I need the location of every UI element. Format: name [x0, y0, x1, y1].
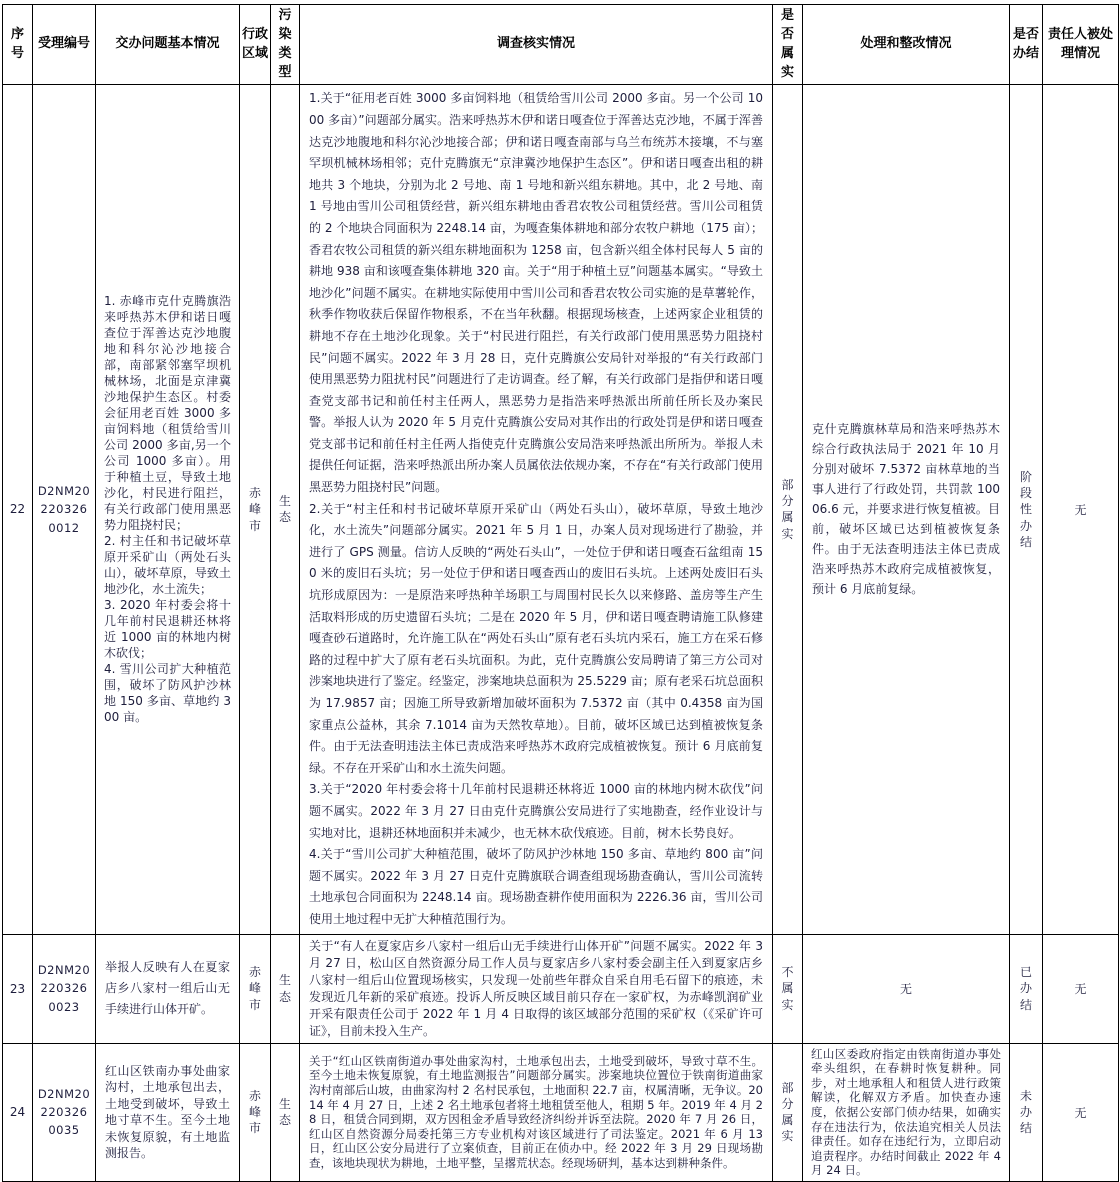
- complaint-handling-table: [2, 4, 1119, 1182]
- verified-cell: [773, 85, 803, 934]
- problem-cell: 1. 赤峰市克什克腾旗浩来呼热苏木伊和诺日嘎查位于浑善达克沙地腹地和科尔沁沙地接合部，南部紧邻塞罕坝机械林场，北面是京津冀沙地保护生态区。村委会征用老百姓 3000 多亩饲料地（租赁给雪川公司 2000 多亩,另一个公司 1000 多亩）。用于种植土豆，导致土地沙化，村民进行阻拦，有关行政部门使用黑恶势力阻挠村民； 2. 村主任和书记破坏草原开采矿山（两处石头山），破坏草原，导致土地沙化，水土流失； 3. 2020 年村委会将十几年前村民退耕还林将近 1000 亩的林地内树木砍伐； 4. 雪川公司扩大种植范围，破坏了防风护沙林地 150 多亩、草地约 300 亩。: [96, 85, 240, 934]
- investigation-cell: 关于“有人在夏家店乡八家村一组后山无手续进行山体开矿”问题不属实。2022 年 3 月 27 日，松山区自然资源分局工作人员与夏家店乡八家村委会副主任入到夏家店乡八家村一组后山位置现场核实，只发现一处前些年群众自采自用毛石留下的痕迹，未发现近几年新的采矿痕迹。投诉人所反映区域目前只存在一家矿权，为赤峰凯润矿业开采有限责任公司于 2022 年 1 月 4 日取得的该区域部分范围的采矿权（《采矿许可证》，目前未投入生产。: [300, 934, 773, 1043]
- investigation-cell: 关于“红山区铁南街道办事处曲家沟村，土地承包出去，土地受到破坏，导致寸草不生。至今土地未恢复原貌，有土地监测报告”问题部分属实。涉案地块位置位于铁南街道曲家沟村南部后山坡，由曲家沟村 2 名村民承包，土地面积 22.7 亩，权属清晰，无争议。2014 年 4 月 27 日，上述 2 名土地承包者将土地租赁至他人，租期 5 年。2019 年 4 月 28 日，租赁合同到期，双方因租金矛盾导致经济纠纷并诉至法院。2020 年 7 月 26 日，红山区自然资源分局委托第三方专业机构对该区域进行了司法鉴定。2021 年 6 月 13 日，红山区公安分局进行了立案侦查，目前正在侦办中。经 2022 年 3 月 29 日现场勘查，该地块现状为耕地，土地平整，呈撂荒状态。经现场研判，基本达到耕种条件。: [300, 1043, 773, 1181]
- header-investigation: 调查核实情况: [300, 5, 773, 85]
- header-seq: 序号: [3, 5, 33, 85]
- header-pollution: 污染类型: [271, 5, 300, 85]
- region-cell: [240, 934, 271, 1043]
- region-vertical-text: 赤峰市: [248, 965, 261, 1012]
- seq-cell: 23: [3, 934, 33, 1043]
- verified-vertical-text: 部分属实: [781, 478, 794, 541]
- region-vertical-text: 赤峰市: [248, 486, 261, 533]
- header-problem: 交办问题基本情况: [96, 5, 240, 85]
- seq-cell: 22: [3, 85, 33, 934]
- table-row-24: [3, 1043, 1119, 1181]
- status-vertical-text: 未办结: [1019, 1088, 1032, 1136]
- investigation-cell: 1.关于“征用老百姓 3000 多亩饲料地（租赁给雪川公司 2000 多亩。另一个公司 1000 多亩）”问题部分属实。浩来呼热苏木伊和诺日嘎查位于浑善达克沙地，不属于浑善达克沙地腹地和科尔沁沙地接合部；伊和诺日嘎查南部与乌兰布统苏木接壤，不与塞罕坝机械林场相邻；克什克腾旗无“京津冀沙地保护生态区”。伊和诺日嘎查出租的耕地共 3 个地块，分别为北 2 号地、南 1 号地和新兴组东耕地。其中，北 2 号地、南 1 号地由雪川公司租赁经营，新兴组东耕地由香君农牧公司租赁经营。雪川公司租赁的 2 个地块合同面积为 2248.14 亩，为嘎查集体耕地和部分农牧户耕地（175 亩）；香君农牧公司租赁的新兴组东耕地面积为 1258 亩，包含新兴组全体村民每人 5 亩的耕地 938 亩和该嘎查集体耕地 320 亩。关于“用于种植土豆”问题基本属实。“导致土地沙化”问题不属实。在耕地实际使用中雪川公司和香君农牧公司实施的是草薯轮作，秋季作物收获后保留作物根系，不在当年秋翻。根据现场核查，上述两家企业租赁的耕地不存在土地沙化现象。关于“村民进行阻拦，有关行政部门使用黑恶势力阻挠村民”问题不属实。2022 年 3 月 28 日，克什克腾旗公安局针对举报的“有关行政部门使用黑恶势力阻扰村民”问题进行了走访调查。经了解，有关行政部门是指伊和诺日嘎查党支部书记和前任村主任两人，黑恶势力是指浩来呼热派出所前任所长及办案民警。举报人认为 2020 年 5 月克什克腾旗公安局对其作出的行政处罚是伊和诺日嘎查党支部书记和前任村主任两人指使克什克腾旗公安局浩来呼热派出所所为。举报人未提供任何证据，浩来呼热派出所办案人员属依法依规办案，不存在“有关行政部门使用黑恶势力阻挠村民”问题。 2.关于“村主任和村书记破坏草原开采矿山（两处石头山），破坏草原，导致土地沙化，水土流失”问题部分属实。2021 年 5 月 1 日，办案人员对现场进行了勘验，并进行了 GPS 测量。信访人反映的“两处石头山”，一处位于伊和诺日嘎查石盆组南 150 米的废旧石头坑；另一处位于伊和诺日嘎查西山的废旧石头坑。上述两处废旧石头坑形成原因为：一是原浩来呼热种羊场职工与周围村民长久以来修路、盖房等生产生活取料形成的历史遗留石头坑；二是在 2020 年 5 月，伊和诺日嘎查聘请施工队修建嘎查砂石道路时，允许施工队在“两处石头山”原有老石头坑内采石，施工方在采石修路的过程中扩大了原有老石头坑面积。为此，克什克腾旗公安局聘请了第三方公司对涉案地块进行了鉴定。经鉴定，涉案地块总面积为 25.5229 亩；原有老采石坑总面积为 17.9857 亩；因施工所导致新增加破坏面积为 7.5372 亩（其中 0.4358 亩为国家重点公益林，其余 7.1014 亩为天然牧草地）。目前，破坏区域已达到植被恢复条件。由于无法查明违法主体已责成浩来呼热苏木政府完成植被恢复。预计 6 月底前复绿。不存在开采矿山和水土流失问题。 3.关于“2020 年村委会将十几年前村民退耕还林将近 1000 亩的林地内树木砍伐”问题不属实。2022 年 3 月 27 日由克什克腾旗公安局进行了实地勘查，经作业设计与实地对比，退耕还林地面积并未减少，也无林木砍伐痕迹。目前，树木长势良好。 4.关于“雪川公司扩大种植范围，破坏了防风护沙林地 150 多亩、草地约 800 亩”问题不属实。2022 年 3 月 27 日克什克腾旗联合调查组现场勘查确认，雪川公司流转土地承包合同面积为 2248.14 亩。现场勘查耕作使用面积为 2226.36 亩，雪川公司使用土地过程中无扩大种植范围行为。: [300, 85, 773, 934]
- seq-cell: 24: [3, 1043, 33, 1181]
- status-cell: [1010, 1043, 1043, 1181]
- case-no-cell: D2NM202203260035: [33, 1043, 96, 1181]
- region-cell: [240, 85, 271, 934]
- region-cell: [240, 1043, 271, 1181]
- accountability-cell: 无: [1043, 1043, 1119, 1181]
- problem-cell: 举报人反映有人在夏家店乡八家村一组后山无手续进行山体开矿。: [96, 934, 240, 1043]
- case-no-cell: D2NM202203260023: [33, 934, 96, 1043]
- pollution-cell: [271, 934, 300, 1043]
- verified-vertical-text: 部分属实: [781, 1080, 794, 1144]
- header-verified: 是否属实: [773, 5, 803, 85]
- header-row: [3, 5, 1119, 85]
- region-vertical-text: 赤峰市: [248, 1088, 261, 1136]
- status-vertical-text: 已办结: [1019, 965, 1032, 1012]
- verified-cell: [773, 934, 803, 1043]
- pollution-cell: [271, 1043, 300, 1181]
- status-cell: [1010, 85, 1043, 934]
- handling-cell: 克什克腾旗林草局和浩来呼热苏木综合行政执法局于 2021 年 10 月分别对破坏 7.5372 亩林草地的当事人进行了行政处罚，共罚款 10006.6 元，并要求进行恢复植被。目前，破坏区域已达到植被恢复条件。由于无法查明违法主体已责成浩来呼热苏木政府完成植被恢复，预计 6 月底前复绿。: [803, 85, 1010, 934]
- pollution-vertical-text: 生态: [278, 973, 291, 1004]
- header-status: 是否办结: [1010, 5, 1043, 85]
- header-accountability: 责任人被处理情况: [1043, 5, 1119, 85]
- case-no-cell: D2NM202203260012: [33, 85, 96, 934]
- accountability-cell: 无: [1043, 934, 1119, 1043]
- pollution-cell: [271, 85, 300, 934]
- status-vertical-text: 阶段性办结: [1019, 469, 1032, 549]
- pollution-vertical-text: 生态: [278, 494, 291, 525]
- handling-cell: 无: [803, 934, 1010, 1043]
- table-row-22: [3, 85, 1119, 934]
- header-region: 行政区域: [240, 5, 271, 85]
- status-cell: [1010, 934, 1043, 1043]
- accountability-cell: 无: [1043, 85, 1119, 934]
- handling-cell: 红山区委政府指定由铁南街道办事处牵头组织，在春耕时恢复耕种。同步，对土地承租人和租赁人进行政策解读，化解双方矛盾。加快查办速度，依据公安部门侦办结果，如确实存在违法行为，依法追究相关人员法律责任。如存在违纪行为，立即启动追责程序。办结时间截止 2022 年 4 月 24 日。: [803, 1043, 1010, 1181]
- verified-cell: [773, 1043, 803, 1181]
- problem-cell: 红山区铁南办事处曲家沟村，土地承包出去，土地受到破坏，导致土地寸草不生。至今土地未恢复原貌，有土地监测报告。: [96, 1043, 240, 1181]
- header-handling: 处理和整改情况: [803, 5, 1010, 85]
- table-row-23: [3, 934, 1119, 1043]
- pollution-vertical-text: 生态: [278, 1097, 291, 1128]
- verified-vertical-text: 不属实: [781, 965, 794, 1012]
- header-case-no: 受理编号: [33, 5, 96, 85]
